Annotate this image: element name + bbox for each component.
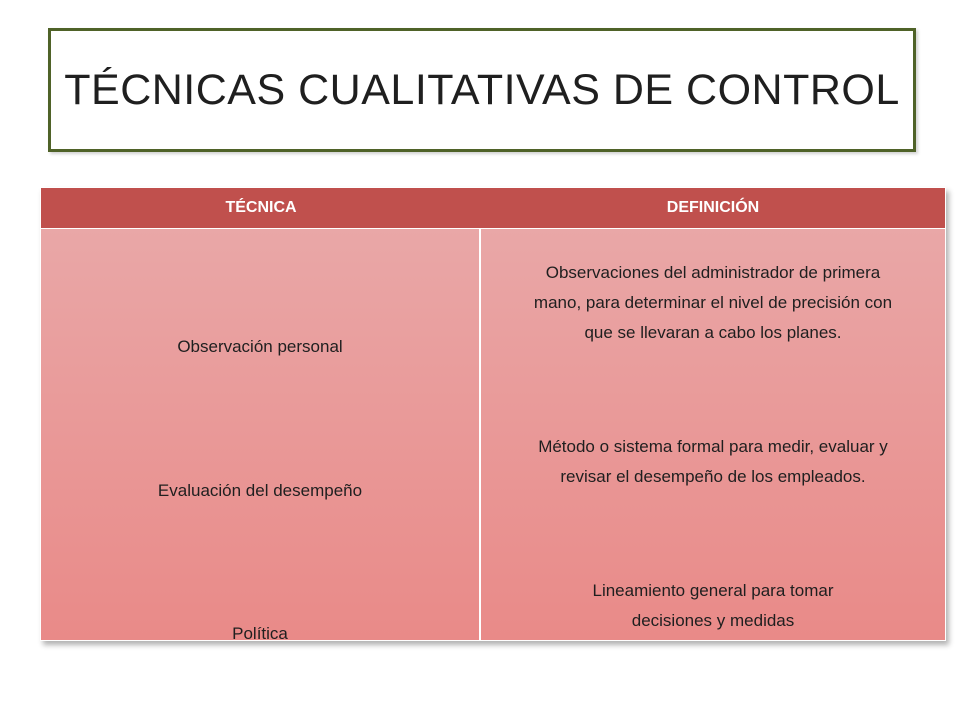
header-definition: DEFINICIÓN [666,199,760,216]
techniques-table [40,187,946,641]
title-box [48,28,916,152]
definition-cell-1: Observaciones del administrador de primera mano, para determinar el nivel de precisión con que se llevaran a cabo los planes. [533,263,893,342]
definition-column [481,229,945,640]
technique-column [41,229,481,643]
slide-title: TÉCNICAS CUALITATIVAS DE CONTROL [64,65,900,114]
technique-cell-1: Observación personal [177,337,343,356]
technique-cell-2: Evaluación del desempeño [157,481,363,500]
definition-cell-3: Lineamiento general para tomar decisiones y medidas [592,581,834,630]
table-header [40,187,946,229]
technique-cell-3: Política [232,624,288,643]
table-body [40,229,946,641]
header-technique: TÉCNICA [225,199,297,216]
definition-cell-2: Método o sistema formal para medir, evaluar y revisar el desempeño de los empleados. [538,437,888,486]
